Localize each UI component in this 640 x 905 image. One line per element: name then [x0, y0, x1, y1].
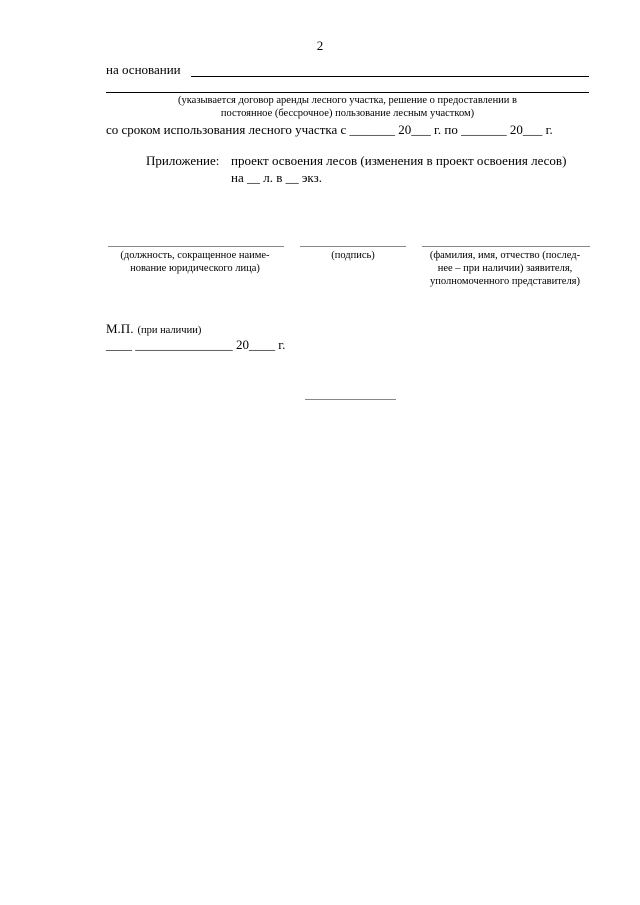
basis-caption-line1: (указывается договор аренды лесного участка, решение о предоставлении в	[177, 95, 518, 106]
stamp-date-line[interactable]: ____ _______________ 20____ г.	[106, 337, 286, 352]
name-caption-line2: нее – при наличии) заявителя,	[437, 263, 573, 274]
stamp-block	[106, 320, 201, 338]
position-caption-line1: (должность, сокращенное наиме-	[120, 250, 270, 261]
basis-label: на основании	[106, 62, 181, 77]
attachment-label: Приложение:	[146, 153, 220, 168]
name-signature-line[interactable]	[422, 246, 590, 247]
basis-caption-line2: постоянное (бессрочное) пользование лесным участком)	[220, 108, 475, 119]
stamp-note: (при наличии)	[137, 325, 202, 336]
attachment-line1: проект освоения лесов (изменения в проект освоения лесов)	[231, 153, 567, 168]
name-caption-line3: уполномоченного представителя)	[429, 276, 581, 287]
stamp-label: М.П.	[106, 321, 134, 336]
sign-caption: (подпись)	[331, 250, 375, 261]
attachment-line2: на __ л. в __ экз.	[231, 170, 322, 185]
page-number: 2	[316, 38, 324, 53]
closing-divider	[305, 399, 396, 400]
sign-signature-line[interactable]	[300, 246, 406, 247]
term-text: со сроком использования лесного участка с _______ 20___ г. по _______ 20___ г.	[106, 122, 553, 137]
basis-fill-line-2[interactable]	[106, 92, 589, 93]
position-caption-line2: нование юридического лица)	[130, 263, 260, 274]
name-caption-line1: (фамилия, имя, отчество (послед-	[429, 250, 581, 261]
basis-fill-line[interactable]	[191, 76, 589, 77]
position-signature-line[interactable]	[108, 246, 284, 247]
